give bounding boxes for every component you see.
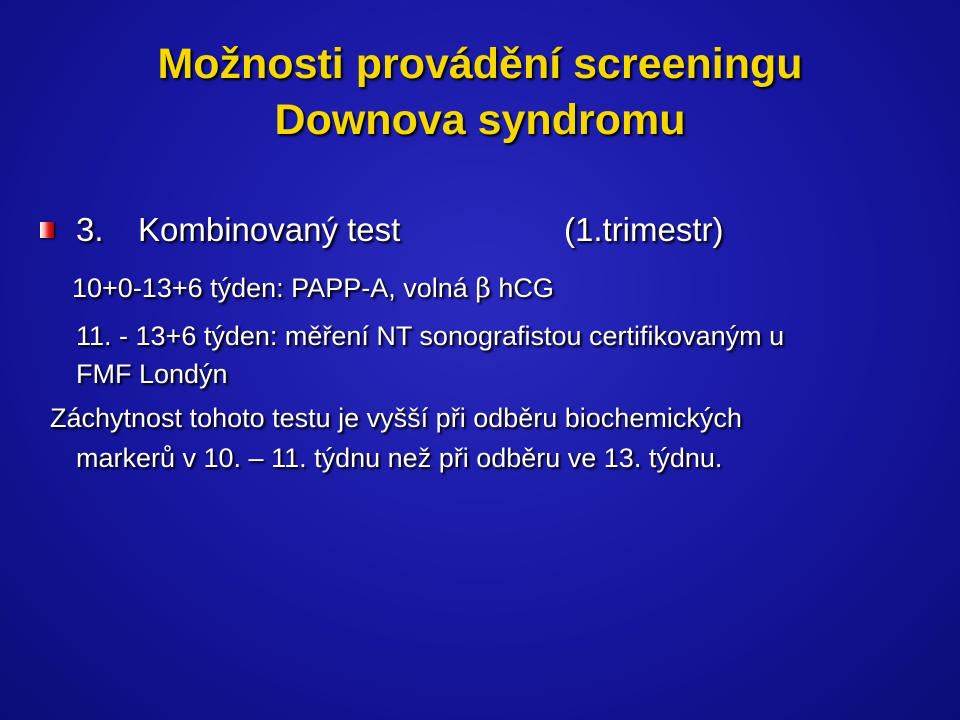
text-line-fmf: FMF Londýn [76,359,228,389]
text-line-papp-a [72,271,554,306]
line1-text: 10+0-13+6 týden: PAPP-A, volná [72,273,476,303]
bullet-kombinovany-test [76,210,724,250]
bullet-label: Kombinovaný test [138,211,401,248]
title-line-1: Možnosti provádění screeningu [157,40,803,88]
title-line-2: Downova syndromu [274,96,686,144]
bullet-number: 3. [76,211,104,248]
text-line-nt: 11. - 13+6 týden: měření NT sonografistou certifikovaným u [76,321,785,351]
slide-title [0,36,960,148]
line1-hcg: hCG [490,273,554,303]
text-line-markers: markerů v 10. – 11. týdnu než při odběru ve 13. týdnu. [76,443,723,473]
text-line-detection: Záchytnost tohoto testu je vyšší při odběru biochemických [50,403,742,433]
bullet-square-icon [40,222,54,238]
beta-symbol: β [475,273,491,304]
bullet-trimester: (1.trimestr) [564,211,724,248]
